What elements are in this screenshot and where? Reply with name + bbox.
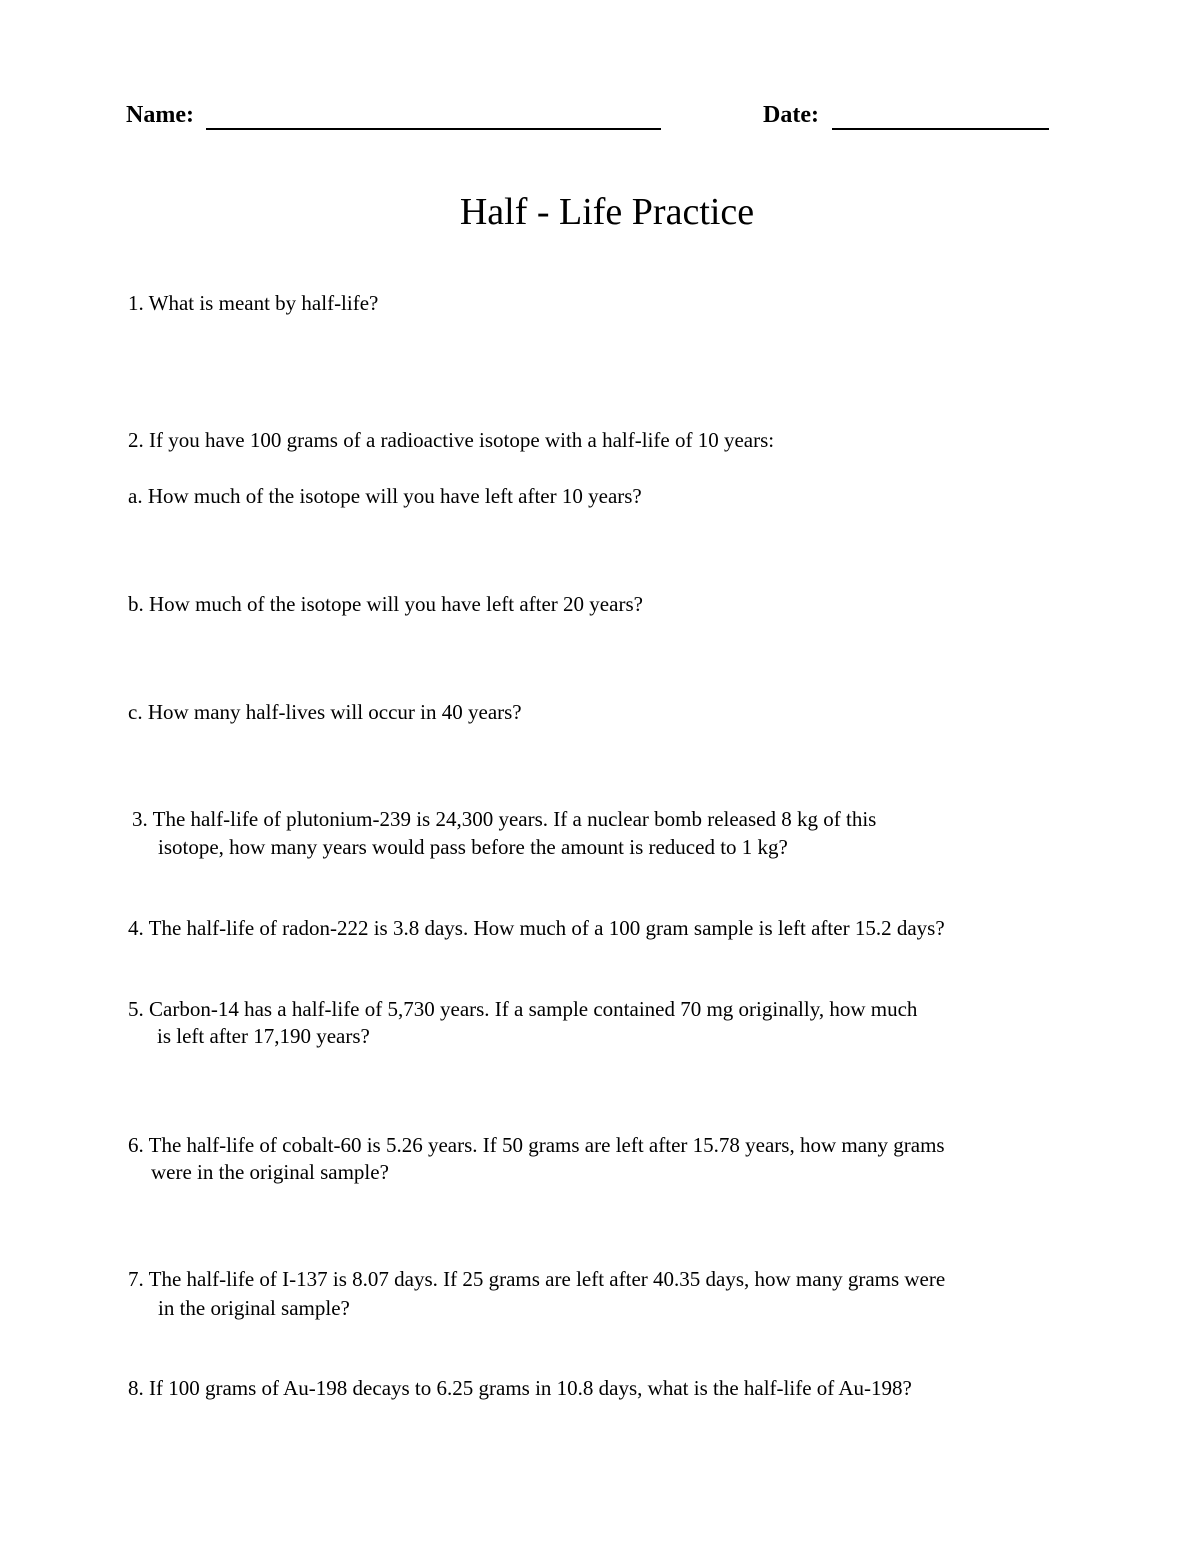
page-title: Half - Life Practice — [459, 191, 755, 233]
question-3-line-1: 3. The half-life of plutonium-239 is 24,300 years. If a nuclear bomb released 8 kg of this — [132, 807, 877, 831]
question-2a: a. How much of the isotope will you have left after 10 years? — [128, 484, 642, 508]
date-label: Date: — [763, 102, 819, 128]
question-4: 4. The half-life of radon-222 is 3.8 days. How much of a 100 gram sample is left after 15.2 days? — [128, 916, 945, 940]
question-7-line-2: in the original sample? — [158, 1296, 350, 1320]
question-2c: c. How many half-lives will occur in 40 years? — [128, 700, 522, 724]
name-label: Name: — [126, 102, 194, 128]
question-7-line-1: 7. The half-life of I-137 is 8.07 days. If 25 grams are left after 40.35 days, how many grams were — [128, 1267, 946, 1291]
question-1: 1. What is meant by half-life? — [128, 291, 379, 315]
question-2: 2. If you have 100 grams of a radioactive isotope with a half-life of 10 years: — [128, 428, 775, 452]
name-blank-line[interactable] — [206, 128, 661, 130]
question-3-line-2: isotope, how many years would pass before the amount is reduced to 1 kg? — [158, 835, 788, 859]
question-8: 8. If 100 grams of Au-198 decays to 6.25 grams in 10.8 days, what is the half-life of Au-198? — [128, 1376, 912, 1400]
question-2b: b. How much of the isotope will you have left after 20 years? — [128, 592, 643, 616]
question-6-line-2: were in the original sample? — [151, 1160, 389, 1184]
date-blank-line[interactable] — [832, 128, 1049, 130]
question-5-line-2: is left after 17,190 years? — [157, 1024, 370, 1048]
question-5-line-1: 5. Carbon-14 has a half-life of 5,730 years. If a sample contained 70 mg originally, how much — [128, 997, 918, 1021]
question-6-line-1: 6. The half-life of cobalt-60 is 5.26 years. If 50 grams are left after 15.78 years, how many grams — [128, 1133, 945, 1157]
